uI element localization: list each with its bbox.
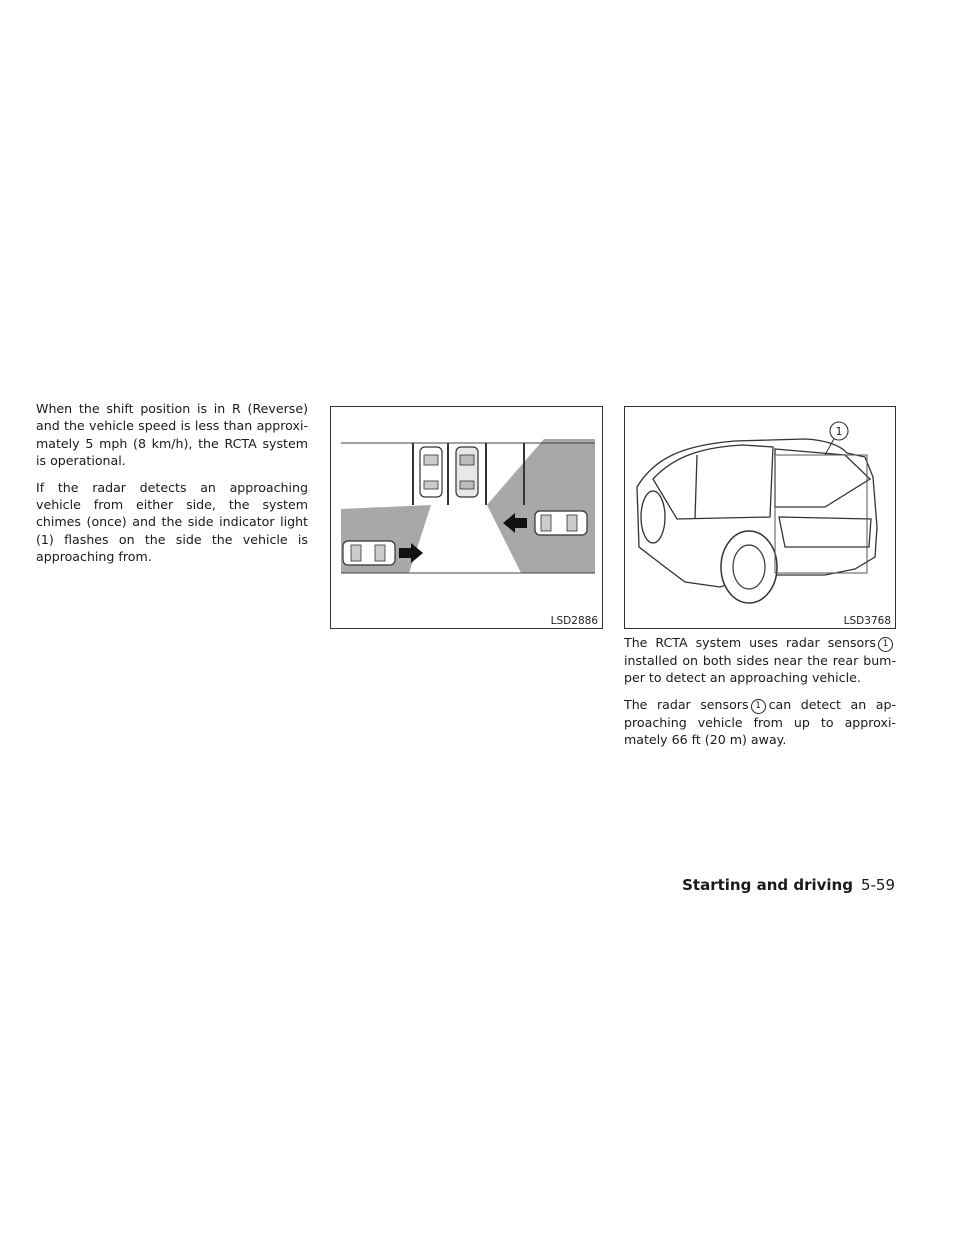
- rear-sensor-callout-box: [775, 455, 867, 573]
- left-text-column: [36, 400, 308, 575]
- parked-car-1: [420, 447, 442, 497]
- callout-leader-line: [825, 437, 835, 455]
- para2-text-end: can detect an ap-proaching vehicle from up to approxi-mately 66 ft (20 m) away.: [624, 696, 896, 748]
- right-radar-zone: [487, 439, 595, 573]
- para2-text-start: The radar sensors: [624, 696, 749, 712]
- rcta-alert-paragraph: If the radar detects an approaching vehicle from either side, the system chimes (once) and the side indicator light (1) flashes on the side the vehicle is approaching from.: [36, 479, 308, 565]
- parked-car-2-own-vehicle: [456, 447, 478, 497]
- vehicle-rear-illustration: [625, 407, 895, 628]
- section-title: Starting and driving: [682, 876, 853, 894]
- figure-code: LSD2886: [550, 615, 598, 627]
- radar-sensor-location-paragraph: [624, 634, 896, 687]
- rcta-operation-paragraph: When the shift position is in R (Reverse) and the vehicle speed is less than approxi-mately 5 mph (8 km/h), the RCTA system is operational.: [36, 401, 308, 469]
- rear-wheel: [721, 531, 777, 603]
- sensor-number-marker: 1: [878, 637, 893, 652]
- parking-lot-illustration: [331, 407, 602, 628]
- vehicle-rear-diagram: [624, 406, 896, 629]
- para1-text-end: installed on both sides near the rear bum-per to detect an approaching vehicle.: [624, 653, 896, 686]
- sensor-callout-number: 1: [835, 425, 843, 438]
- page-number: 5-59: [860, 876, 895, 894]
- figure-code: LSD3768: [843, 615, 891, 627]
- page-footer: [682, 876, 895, 894]
- approaching-car-right: [535, 511, 587, 535]
- para1-text-start: The RCTA system uses radar sensors: [624, 635, 876, 650]
- radar-range-paragraph: [624, 696, 896, 749]
- sensor-number-marker: 1: [751, 699, 766, 714]
- parking-lot-diagram: [330, 406, 603, 629]
- approaching-car-left: [343, 541, 395, 565]
- right-text-column: [624, 634, 896, 758]
- front-wheel: [641, 491, 665, 543]
